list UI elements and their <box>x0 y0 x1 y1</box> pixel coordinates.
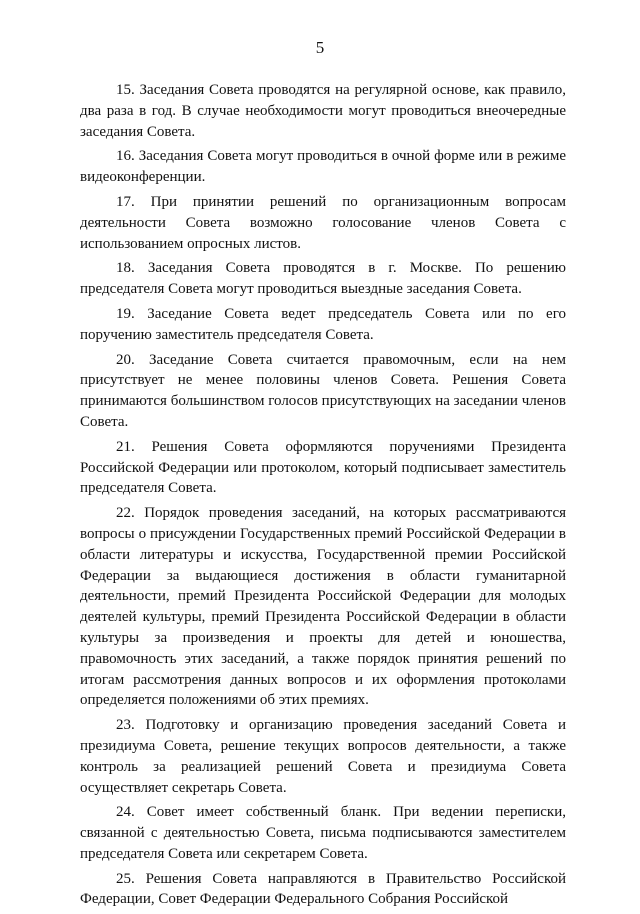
paragraph-16: 16. Заседания Совета могут проводиться в очной форме или в режиме видеоконференции. <box>80 148 566 186</box>
paragraph-25: 25. Решения Совета направляются в Правительство Российской Федерации, Совет Федерации Федерального Собрания Российской <box>80 870 566 908</box>
document-body <box>80 80 566 914</box>
page-number: 5 <box>315 38 325 57</box>
paragraph-24: 24. Совет имеет собственный бланк. При ведении переписки, связанной с деятельностью Совета, письма подписываются заместителем председателя Совета или секретарем Совета. <box>80 804 566 862</box>
paragraph-15: 15. Заседания Совета проводятся на регулярной основе, как правило, два раза в год. В случае необходимости могут проводиться внеочередные заседания Совета. <box>80 82 566 140</box>
paragraph-20: 20. Заседание Совета считается правомочным, если на нем присутствует не менее половины членов Совета. Решения Совета принимаются большинством голосов присутствующих на заседании членов Совета. <box>80 351 566 430</box>
paragraph-18: 18. Заседания Совета проводятся в г. Москве. По решению председателя Совета могут проводиться выездные заседания Совета. <box>80 260 566 298</box>
paragraph-22: 22. Порядок проведения заседаний, на которых рассматриваются вопросы о присуждении Государственных премий Российской Федерации в области литературы и искусства, Государственной премии Российской Федерации за выдающиеся достижения в области гуманитарной деятельности, премий Президента Российской Федерации для молодых деятелей культуры, премий Президента Российской Федерации в области культуры за произведения и проекты для детей и юношества, правомочность этих заседаний, а также порядок принятия решений по итогам рассмотрения данных вопросов и их оформления протоколами определяется положениями об этих премиях. <box>80 505 566 709</box>
paragraph-23: 23. Подготовку и организацию проведения заседаний Совета и президиума Совета, решение текущих вопросов деятельности, а также контроль за реализацией решений Совета и президиума Совета осуществляет секретарь Совета. <box>80 717 566 796</box>
paragraph-19: 19. Заседание Совета ведет председатель Совета или по его поручению заместитель председателя Совета. <box>80 305 566 343</box>
paragraph-21: 21. Решения Совета оформляются поручениями Президента Российской Федерации или протоколом, который подписывает заместитель председателя Совета. <box>80 438 566 497</box>
paragraph-17: 17. При принятии решений по организационным вопросам деятельности Совета возможно голосование членов Совета с использованием опросных листов. <box>80 193 566 252</box>
